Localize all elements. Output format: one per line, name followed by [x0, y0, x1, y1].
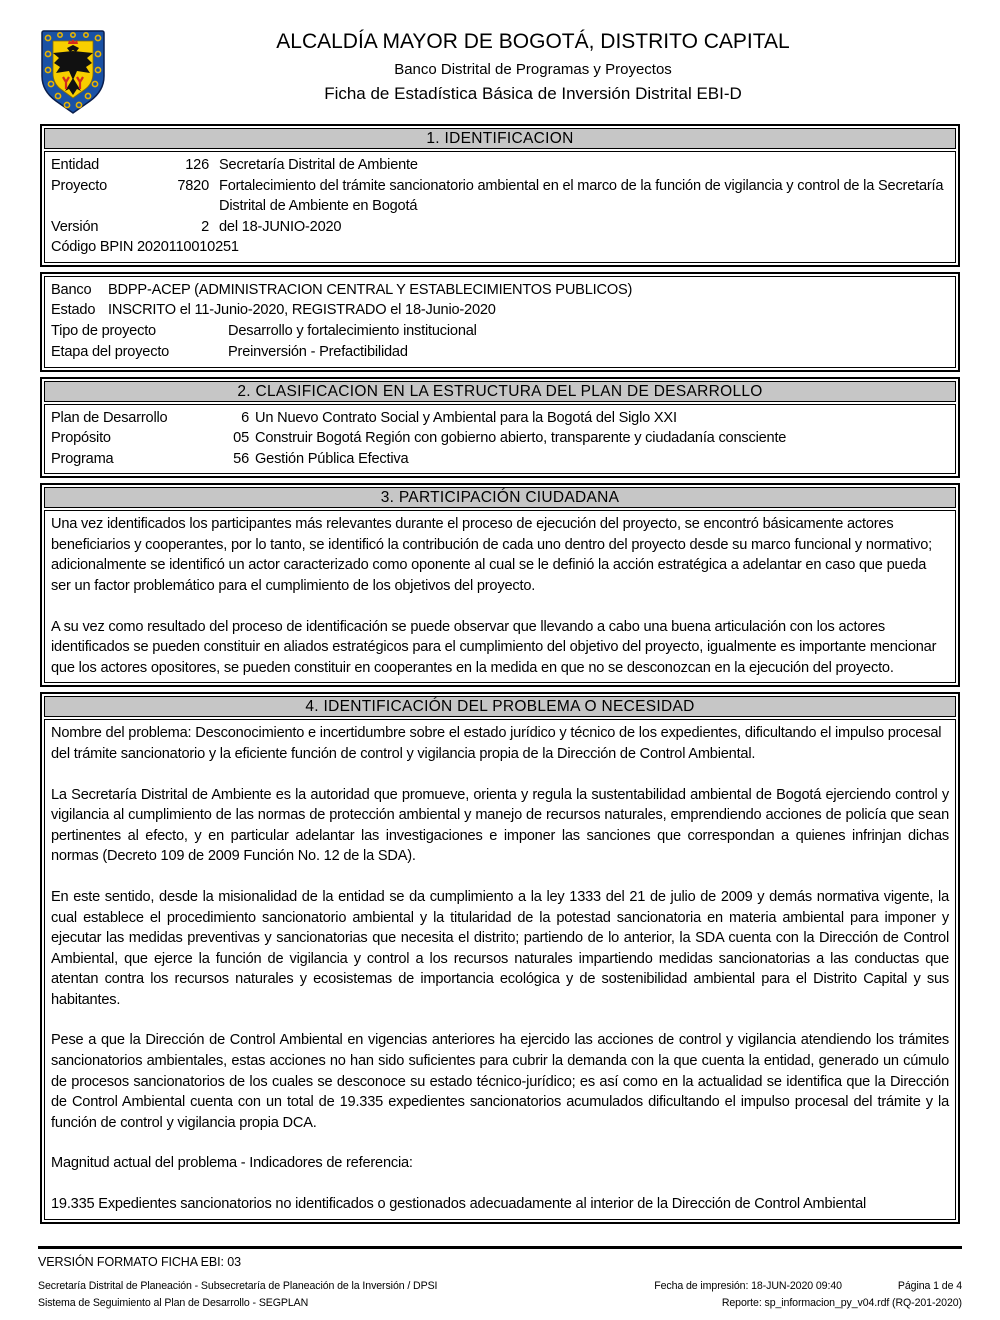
section-participacion-header: 3. PARTICIPACIÓN CIUDADANA — [44, 487, 956, 508]
project-info-box — [40, 272, 960, 372]
field-label: Proyecto — [51, 177, 107, 194]
field-label: Plan de Desarrollo — [51, 409, 168, 426]
row-plan-desarrollo — [51, 408, 949, 429]
footer-system-line: Sistema de Seguimiento al Plan de Desarrollo - SEGPLAN — [38, 1296, 309, 1309]
row-version — [51, 217, 949, 238]
row-entidad — [51, 155, 949, 176]
field-label: Banco — [51, 281, 92, 298]
section-problema-necesidad — [40, 692, 960, 1223]
section-participacion-ciudadana — [40, 483, 960, 687]
row-codigo-bpin — [51, 237, 949, 258]
field-code: 7820 — [177, 177, 209, 194]
section-clasificacion-header: 2. CLASIFICACION EN LA ESTRUCTURA DEL PLAN DE DESARROLLO — [44, 381, 956, 402]
title-block — [106, 26, 960, 104]
section-identificacion-header: 1. IDENTIFICACION — [44, 128, 956, 149]
footer-row-2 — [38, 1295, 962, 1312]
field-label: Programa — [51, 450, 114, 467]
paragraph: En este sentido, desde la misionalidad de la entidad se da cumplimiento a la ley 1333 del 21 de julio de 2009 y demás normativa vigente, la cual establece el procedimiento sancionatorio ambiental y la titularidad de la potestad sancionatoria en materia ambiental para imponer y ejecutar las medidas preventivas y sancionatorias que necesita el distrito; partiendo de lo anterior, la SDA cuenta con la Dirección de Control Ambiental, que ejerce la función de vigilancia y control a los recursos naturales impartiendo medidas sancionatorias a las conductas que atentan contra los recursos naturales y ecosistemas de importancia ecológica y de sostenibilidad ambiental para el Distrito Capital y sus habitantes. — [51, 888, 949, 1008]
field-code: 126 — [185, 157, 209, 173]
paragraph: La Secretaría Distrital de Ambiente es la autoridad que promueve, orienta y regula la sustentabilidad ambiental de Bogotá ejerciendo control y vigilancia al cumplimiento de las normas de protección ambiental y manejo de recursos naturales, emprendiendo acciones de policía que sean pertinentes al efecto, y en particular adelantar las investigaciones e imponer las sanciones que correspondan a quienes infrinjan dichas normas (Decreto 109 de 2009 Función No. 12 de la SDA). — [51, 786, 949, 865]
field-value: Gestión Pública Efectiva — [255, 450, 409, 467]
footer-divider — [38, 1246, 962, 1249]
section-clasificacion-body — [44, 404, 956, 475]
field-label: Etapa del proyecto — [51, 343, 170, 360]
field-value: Código BPIN 2020110010251 — [51, 239, 239, 255]
field-label: Entidad — [51, 157, 100, 173]
paragraph: Magnitud actual del problema - Indicadores de referencia: — [51, 1155, 413, 1172]
field-value: BDPP-ACEP (ADMINISTRACION CENTRAL Y ESTABLECIMIENTOS PUBLICOS) — [108, 281, 633, 298]
page-footer — [0, 1246, 1000, 1320]
field-value: Fortalecimiento del trámite sancionatorio ambiental en el marco de la función de vigilancia y control de la Secretaría Distrital de Ambiente en Bogotá — [219, 177, 944, 214]
document-title: ALCALDÍA MAYOR DE BOGOTÁ, DISTRITO CAPITAL — [276, 30, 790, 53]
row-proposito — [51, 428, 949, 449]
format-version-label: VERSIÓN FORMATO FICHA EBI: 03 — [38, 1255, 241, 1269]
footer-org-line: Secretaría Distrital de Planeación - Subsecretaría de Planeación de la Inversión / DPSI — [38, 1280, 438, 1292]
paragraph: 19.335 Expedientes sancionatorios no identificados o gestionados adecuadamente al interior de la Dirección de Control Ambiental — [51, 1196, 867, 1213]
paragraph: A su vez como resultado del proceso de identificación se puede observar que llevando a cabo una buena articulación con los actores identificados se pueden constituir en aliados estratégicos para el cumplimiento del objetivo del proyecto, igualmente es importante mencionar que los actores opositores, se pueden constituir en cooperantes en la medida en que no se desconozcan en la ejecución del proyecto. — [51, 618, 937, 676]
field-value: Un Nuevo Contrato Social y Ambiental para la Bogotá del Siglo XXI — [255, 409, 677, 426]
field-value: del 18-JUNIO-2020 — [219, 218, 342, 235]
document-subtitle: Banco Distrital de Programas y Proyectos — [394, 61, 672, 78]
row-tipo-proyecto — [51, 321, 949, 342]
print-date-label: Fecha de impresión: 18-JUN-2020 09:40 — [654, 1280, 842, 1292]
footer-row-1-right — [654, 1278, 962, 1295]
row-banco — [51, 280, 949, 301]
document-header — [40, 26, 960, 116]
field-label: Versión — [51, 218, 99, 235]
field-code: 56 — [233, 450, 249, 467]
field-code: 2 — [201, 218, 209, 235]
field-value: Secretaría Distrital de Ambiente — [219, 157, 418, 173]
paragraph: Nombre del problema: Desconocimiento e incertidumbre sobre el estado jurídico y técnico de los expedientes, dificultando el impulso procesal del trámite sancionatorio y la eficiente función de control y vigilancia propia de la Dirección de Control Ambiental. — [51, 725, 942, 762]
field-label: Estado — [51, 302, 96, 319]
paragraph: Pese a que la Dirección de Control Ambiental en vigencias anteriores ha ejercido las acciones de control y vigilancia atendiendo los trámites sancionatorios ambientales, estas acciones no han sido suficientes para cubrir la demanda con la que cuenta la entidad, generado un cúmulo de procesos sancionatorios de los cuales se desconoce su estado técnico-jurídico; es así como en la actualidad se identifica que la Dirección de Control Ambiental cuenta con un total de 19.335 expedientes sancionatorios acumulados dificultando el impulso procesal del trámite y la función de control y vigilancia propia DCA. — [51, 1032, 949, 1131]
page-number-label: Página 1 de 4 — [897, 1280, 962, 1292]
report-name-label: Reporte: sp_informacion_py_v04.rdf (RQ-201-2020) — [721, 1296, 962, 1309]
row-etapa-proyecto — [51, 342, 949, 363]
field-code: 05 — [233, 430, 249, 447]
field-value: Construir Bogotá Región con gobierno abierto, transparente y ciudadanía consciente — [255, 430, 787, 447]
row-estado — [51, 300, 949, 321]
field-label: Tipo de proyecto — [51, 323, 156, 340]
row-programa — [51, 449, 949, 470]
field-value: Preinversión - Prefactibilidad — [228, 343, 408, 360]
bogota-coat-of-arms-icon — [40, 28, 106, 116]
document-form-name: Ficha de Estadística Básica de Inversión Distrital EBI-D — [324, 84, 742, 103]
field-code: 6 — [241, 409, 249, 426]
footer-row-1 — [38, 1278, 962, 1295]
section-identificacion-body — [44, 151, 956, 263]
field-value: Desarrollo y fortalecimiento institucional — [228, 323, 477, 340]
field-label: Propósito — [51, 430, 111, 447]
section-problema-header: 4. IDENTIFICACIÓN DEL PROBLEMA O NECESIDAD — [44, 696, 956, 717]
field-value: INSCRITO el 11-Junio-2020, REGISTRADO el 18-Junio-2020 — [108, 302, 496, 319]
section-identificacion — [40, 124, 960, 267]
section-problema-body — [44, 719, 956, 1219]
row-proyecto — [51, 176, 949, 217]
project-info-body — [44, 276, 956, 368]
paragraph: Una vez identificados los participantes más relevantes durante el proceso de ejecución del proyecto, se encontró básicamente actores beneficiarios y cooperantes, por lo tanto, se identificó la contribución de cada uno dentro del proyecto desde su marco funcional y normativo; adicionalmente se identificó un actor caracterizado como oponente al cual se le definió la acción estratégica a adelantar en caso que pueda ser un factor problemático para el cumplimiento de los objetivos del proyecto. — [51, 516, 933, 594]
section-clasificacion — [40, 377, 960, 479]
section-participacion-body — [44, 510, 956, 683]
